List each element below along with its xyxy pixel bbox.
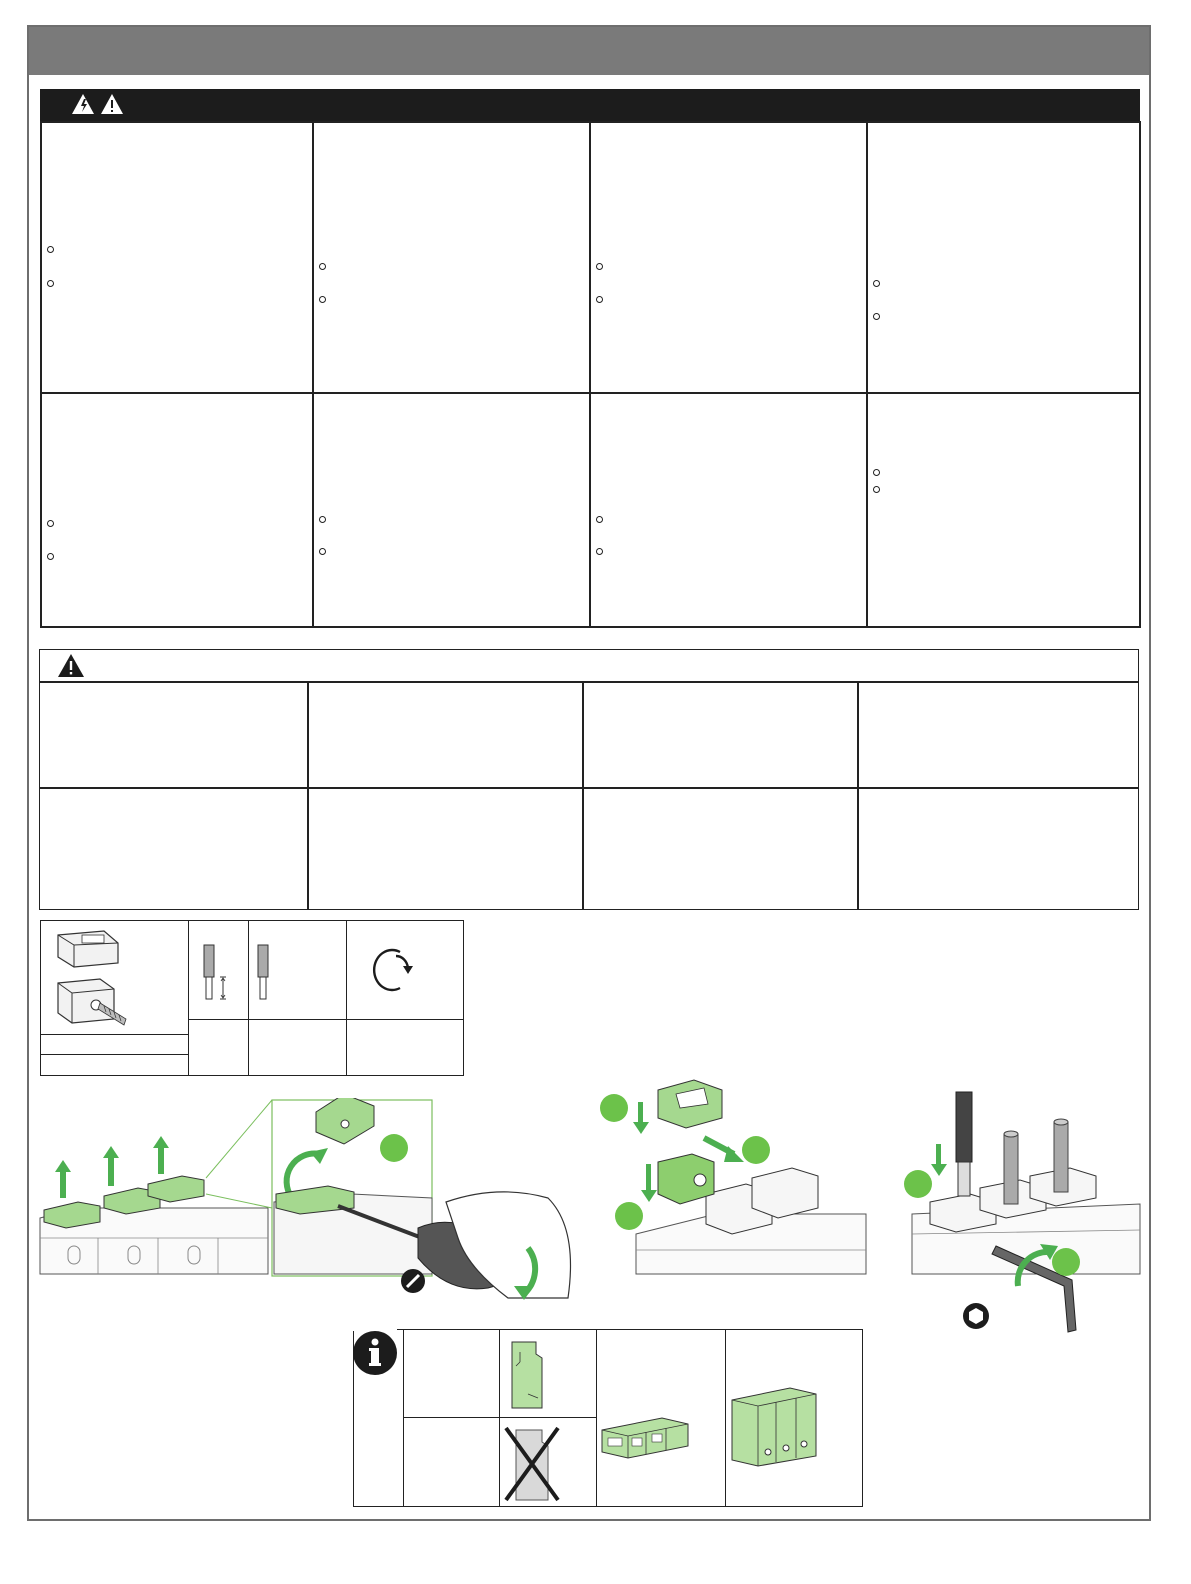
danger-grid: [40, 121, 1141, 628]
bullet-icon: [47, 280, 54, 287]
divider: [589, 121, 591, 628]
danger-header: [40, 89, 1140, 121]
bullet-icon: [319, 263, 326, 270]
bullet-icon: [319, 516, 326, 523]
divider: [39, 787, 1139, 789]
divider: [866, 121, 868, 628]
remove-covers-illustration: [38, 1098, 578, 1302]
divider: [248, 920, 249, 1076]
caution-header: [39, 649, 1139, 682]
divider: [188, 1019, 464, 1020]
bullet-icon: [319, 548, 326, 555]
interphase-barrier-image: [506, 1338, 546, 1410]
bullet-icon: [873, 486, 880, 493]
long-terminal-cover-image: [730, 1382, 820, 1468]
bullet-icon: [319, 296, 326, 303]
bullet-icon: [596, 263, 603, 270]
bullet-icon: [47, 520, 54, 527]
info-icon: [352, 1330, 398, 1376]
electric-hazard-icon: [70, 92, 126, 118]
short-terminal-cover-image: [600, 1408, 692, 1468]
divider: [307, 682, 309, 910]
warning-icon: [56, 653, 86, 679]
divider: [596, 1329, 597, 1507]
insert-lugs-illustration: [596, 1074, 870, 1280]
divider: [40, 1034, 188, 1035]
caution-grid: [39, 682, 1139, 910]
incorrect-barrier-image: [502, 1424, 562, 1504]
bullet-icon: [873, 469, 880, 476]
divider: [346, 920, 347, 1076]
divider: [582, 682, 584, 910]
rotate-icon: [370, 944, 416, 994]
bullet-icon: [47, 553, 54, 560]
divider: [403, 1417, 596, 1418]
bullet-icon: [873, 313, 880, 320]
bullet-icon: [596, 516, 603, 523]
divider: [188, 920, 189, 1076]
bullet-icon: [596, 548, 603, 555]
connect-cables-illustration: [900, 1084, 1146, 1340]
bullet-icon: [873, 280, 880, 287]
cable-icon: [254, 943, 274, 1001]
page-header: [29, 27, 1149, 75]
step-marker-icon: [904, 1170, 932, 1198]
divider: [857, 682, 859, 910]
step-marker-icon: [380, 1134, 408, 1162]
divider: [40, 392, 1141, 394]
strip-length-icon: [198, 943, 232, 1001]
divider: [312, 121, 314, 628]
hex-key-icon: [962, 1302, 990, 1330]
flat-screwdriver-icon: [400, 1268, 426, 1294]
step-marker-icon: [1052, 1248, 1080, 1276]
divider: [725, 1329, 726, 1507]
bullet-icon: [47, 246, 54, 253]
divider: [40, 1054, 188, 1055]
lug-terminal-image: [44, 923, 184, 1031]
step-marker-icon: [742, 1136, 770, 1164]
step-marker-icon: [600, 1094, 628, 1122]
step-marker-icon: [615, 1202, 643, 1230]
bullet-icon: [596, 296, 603, 303]
